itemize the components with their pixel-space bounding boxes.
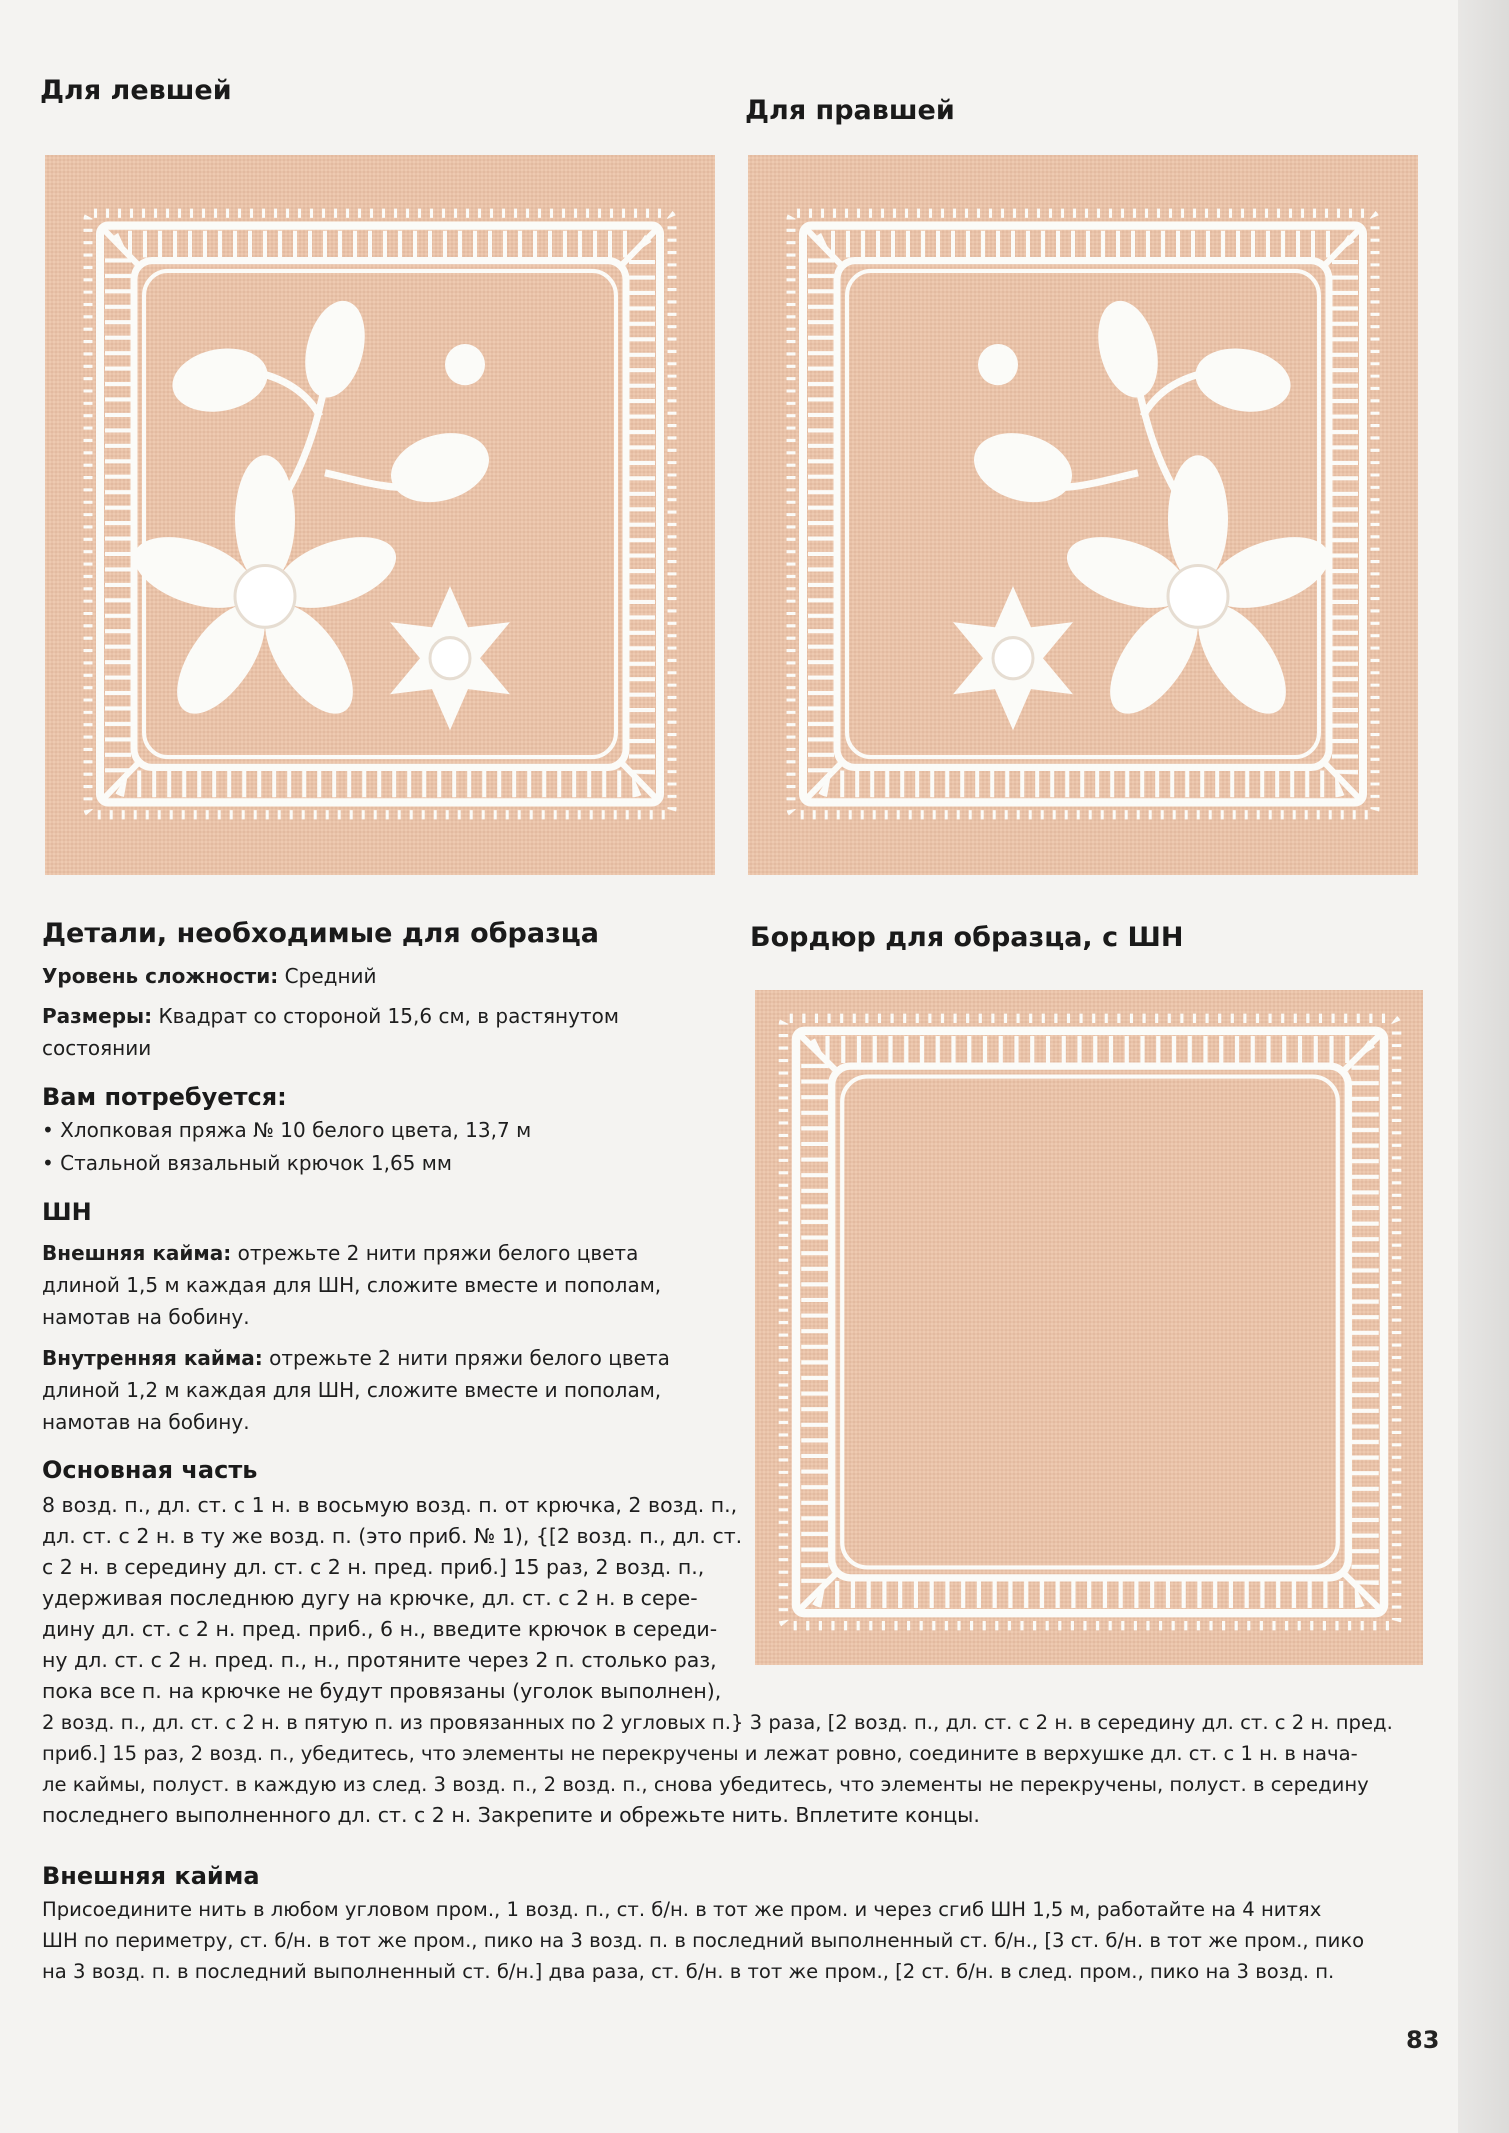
text-line: ле каймы, полуст. в каждую из след. 3 возд. п., 2 возд. п., снова убедитесь, что элементы не перекручены, полуст. в середину [42,1773,1369,1796]
outer-cord-text: отрежьте 2 нити пряжи белого цвета длиной 1,5 м каждая для ШН, сложите вместе и пополам, намотав на бобину. [42,1241,662,1329]
heading-left-handed: Для левшей [40,75,232,106]
text-line: ШН по периметру, ст. б/н. в тот же пром., пико на 3 возд. п. в последний выполненный ст. б/н., [3 ст. б/н. в тот же пром., пико [42,1929,1365,1952]
list-item: • Стальной вязальный крючок 1,65 мм [42,1147,702,1180]
list-item: • Хлопковая пряжа № 10 белого цвета, 13,7 м [42,1114,702,1147]
text-line: дл. ст. с 2 н. в ту же возд. п. (это приб. № 1), {[2 возд. п., дл. ст. [42,1524,743,1548]
text-line: ну дл. ст. с 2 н. пред. п., н., протяните через 2 п. столько раз, [42,1648,717,1672]
text-line: дину дл. ст. с 2 н. пред. приб., 6 н., введите крючок в середи- [42,1617,718,1641]
inner-cord-text: отрежьте 2 нити пряжи белого цвета длиной 1,2 м каждая для ШН, сложите вместе и пополам, намотав на бобину. [42,1346,670,1434]
photo-left-handed-sample [45,155,715,875]
heading-right-handed: Для правшей [745,95,955,126]
heading-details: Детали, необходимые для образца [42,918,600,949]
photo-border-sample [755,990,1423,1665]
outer-border-heading: Внешняя кайма [42,1862,260,1890]
text-line: удерживая последнюю дугу на крючке, дл. ст. с 2 н. в сере- [42,1586,698,1610]
outer-cord-label: Внешняя кайма: [42,1241,232,1265]
text-line: приб.] 15 раз, 2 возд. п., убедитесь, что элементы не перекручены и лежат ровно, соедините в верхушке дл. ст. с 1 н. в нача- [42,1742,1358,1765]
text-line: 2 возд. п., дл. ст. с 2 н. в пятую п. из провязанных по 2 угловых п.} 3 раза, [2 возд. п., дл. ст. с 2 н. в середину дл. ст. с 2 н. пред. [42,1711,1393,1734]
outer-cord-paragraph [42,1237,722,1333]
difficulty-line [42,960,702,992]
inner-cord-label: Внутренняя кайма: [42,1346,263,1370]
cords-heading: ШН [42,1198,92,1226]
size-value: Квадрат со стороной 15,6 см, в растянутом состоянии [42,1004,619,1060]
heading-border: Бордюр для образца, с ШН [750,922,1184,953]
photo-right-handed-sample [748,155,1418,875]
difficulty-value: Средний [278,964,377,988]
page-edge [1458,0,1509,2133]
materials-heading: Вам потребуется: [42,1083,287,1111]
difficulty-label: Уровень сложности: [42,964,279,988]
main-part-heading: Основная часть [42,1456,258,1484]
text-line: пока все п. на крючке не будут провязаны (уголок выполнен), [42,1679,722,1703]
size-line [42,1000,652,1064]
text-line: с 2 н. в середину дл. ст. с 2 н. пред. приб.] 15 раз, 2 возд. п., [42,1555,705,1579]
text-line: последнего выполненного дл. ст. с 2 н. Закрепите и обрежьте нить. Вплетите концы. [42,1803,980,1827]
text-line: 8 возд. п., дл. ст. с 1 н. в восьмую возд. п. от крючка, 2 возд. п., [42,1493,738,1517]
text-line: Присоедините нить в любом угловом пром., 1 возд. п., ст. б/н. в тот же пром. и через сгиб ШН 1,5 м, работайте на 4 нитях [42,1898,1322,1921]
size-label: Размеры: [42,1004,153,1028]
page-number: 83 [1406,2026,1440,2054]
text-line: на 3 возд. п. в последний выполненный ст. б/н.] два раза, ст. б/н. в тот же пром., [2 ст. б/н. в след. пром., пико на 3 возд. п. [42,1960,1335,1983]
inner-cord-paragraph [42,1342,722,1438]
materials-list [42,1114,702,1180]
